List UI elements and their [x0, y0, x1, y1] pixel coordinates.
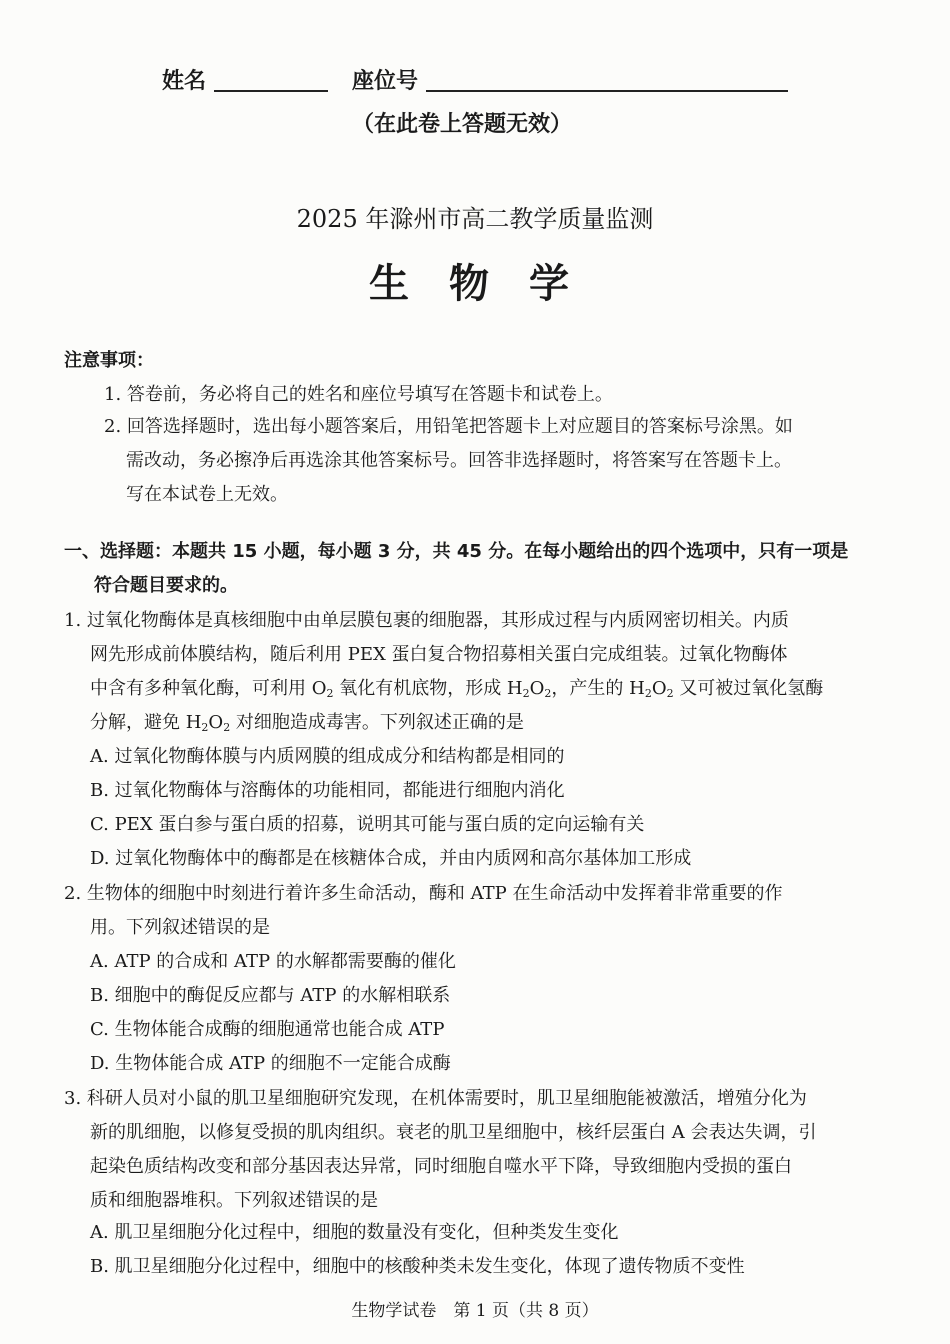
question-3-option-b: B. 肌卫星细胞分化过程中，细胞中的核酸种类未发生变化，体现了遗传物质不变性	[90, 1256, 745, 1277]
section-heading-line-1: 一、选择题：本题共 15 小题，每小题 3 分，共 45 分。在每小题给出的四个选项中，只有一项是	[64, 541, 849, 562]
subject-title: 生物学	[369, 261, 609, 307]
question-1-option-b: B. 过氧化物酶体与溶酶体的功能相同，都能进行细胞内消化	[90, 780, 565, 801]
question-2-option-d: D. 生物体能合成 ATP 的细胞不一定能合成酶	[90, 1053, 451, 1074]
question-2-line-1: 2. 生物体的细胞中时刻进行着许多生命活动，酶和 ATP 在生命活动中发挥着非常重要的作	[64, 883, 783, 904]
question-3-line-3: 起染色质结构改变和部分基因表达异常，同时细胞自噬水平下降，导致细胞内受损的蛋白	[90, 1156, 792, 1177]
seat-number-field-line[interactable]	[426, 66, 788, 92]
question-1-option-a: A. 过氧化物酶体膜与内质网膜的组成成分和结构都是相同的	[90, 746, 565, 767]
question-2-option-b: B. 细胞中的酶促反应都与 ATP 的水解相联系	[90, 985, 451, 1006]
page-footer: 生物学试卷 第 1 页（共 8 页）	[351, 1301, 599, 1321]
notice-item-2-line-1: 2. 回答选择题时，选出每小题答案后，用铅笔把答题卡上对应题目的答案标号涂黑。如	[104, 416, 793, 437]
name-field-line[interactable]	[214, 66, 328, 92]
notice-item-2	[104, 410, 894, 512]
notice-heading: 注意事项：	[64, 350, 154, 371]
question-1-option-d: D. 过氧化物酶体中的酶都是在核糖体合成，并由内质网和高尔基体加工形成	[90, 848, 692, 869]
question-3-stem	[64, 1082, 894, 1218]
question-3-line-2: 新的肌细胞，以修复受损的肌肉组织。衰老的肌卫星细胞中，核纤层蛋白 A 会表达失调，引	[90, 1122, 817, 1143]
notice-item-1: 1. 答卷前，务必将自己的姓名和座位号填写在答题卡和试卷上。	[104, 384, 613, 405]
seat-number-label: 座位号	[352, 69, 419, 94]
question-1-option-c: C. PEX 蛋白参与蛋白质的招募，说明其可能与蛋白质的定向运输有关	[90, 814, 645, 835]
question-3-line-4: 质和细胞器堆积。下列叙述错误的是	[90, 1190, 378, 1211]
question-2-option-a: A. ATP 的合成和 ATP 的水解都需要酶的催化	[90, 951, 456, 972]
exam-title: 2025 年滁州市高二教学质量监测	[296, 205, 654, 233]
invalid-answer-note: （在此卷上答题无效）	[352, 112, 573, 137]
question-2-stem	[64, 877, 894, 945]
notice-item-2-line-2: 需改动，务必擦净后再选涂其他答案标号。回答非选择题时，将答案写在答题卡上。	[126, 450, 792, 471]
question-1-line-1: 1. 过氧化物酶体是真核细胞中由单层膜包裹的细胞器，其形成过程与内质网密切相关。内质	[64, 610, 789, 631]
question-3-option-a: A. 肌卫星细胞分化过程中，细胞的数量没有变化，但种类发生变化	[90, 1222, 619, 1243]
section-heading-line-2: 符合题目要求的。	[94, 575, 238, 596]
question-1-line-4: 分解，避免 $H_2O_2$ 对细胞造成毒害。下列叙述正确的是	[90, 712, 524, 734]
question-3-line-1: 3. 科研人员对小鼠的肌卫星细胞研究发现，在机体需要时，肌卫星细胞能被激活，增殖分化为	[64, 1088, 807, 1109]
question-1-line-2: 网先形成前体膜结构，随后利用 PEX 蛋白复合物招募相关蛋白完成组装。过氧化物酶体	[90, 644, 788, 665]
name-label: 姓名	[162, 69, 207, 94]
section-heading	[64, 535, 894, 603]
notice-item-2-line-3: 写在本试卷上无效。	[126, 484, 288, 505]
question-1-line-3: 中含有多种氧化酶，可利用 $O_2$ 氧化有机底物，形成 $H_2O_2$，产生的 $H_2O_2$ 又可被过氧化氢酶	[90, 678, 824, 700]
question-1-stem	[64, 604, 894, 740]
question-2-line-2: 用。下列叙述错误的是	[90, 917, 270, 938]
question-2-option-c: C. 生物体能合成酶的细胞通常也能合成 ATP	[90, 1019, 445, 1040]
